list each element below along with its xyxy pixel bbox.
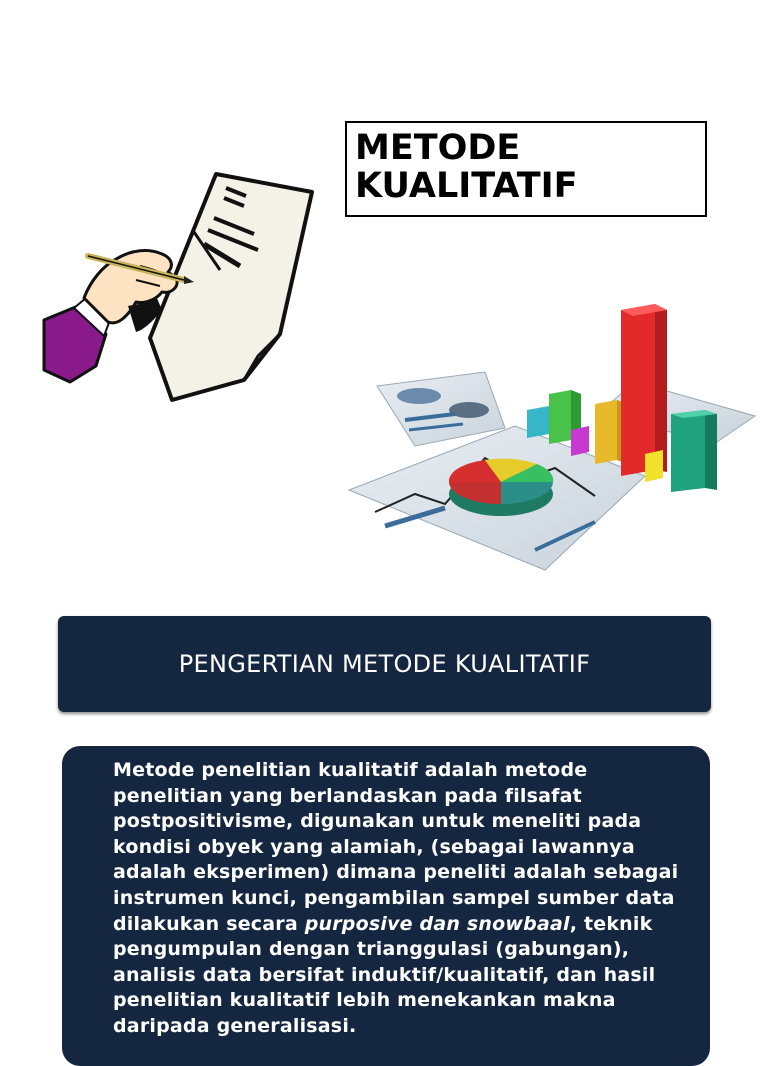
definition-paragraph: [113, 758, 696, 1040]
definition-text-box: [62, 746, 710, 1066]
slide-title-line-2: KUALITATIF: [355, 166, 578, 206]
hand-writing-illustration-icon: [44, 170, 316, 404]
slide-title-box: [345, 121, 707, 217]
slide-title-line-1: METODE: [355, 128, 521, 168]
definition-text-part-2: , teknik pengumpulan dengan trianggulasi (gabungan), analisis data bersifat induktif/kualitatif, dan hasil penelitian kualitatif lebih menekankan makna daripada generalisasi.: [113, 912, 656, 1037]
definition-text-italic: purposive dan snowbaal: [304, 912, 570, 935]
definition-text-part-1: Metode penelitian kualitatif adalah metode penelitian yang berlandaskan pada filsafat postpositivisme, digunakan untuk meneliti pada kondisi obyek yang alamiah, (sebagai lawannya adalah eksperimen) dimana peneliti adalah sebagai instrumen kunci, pengambilan sampel sumber data dilakukan secara: [113, 759, 679, 935]
bar-chart-illustration-icon: [345, 250, 765, 576]
section-heading-bar: [58, 616, 711, 712]
section-heading: PENGERTIAN METODE KUALITATIF: [178, 650, 591, 678]
